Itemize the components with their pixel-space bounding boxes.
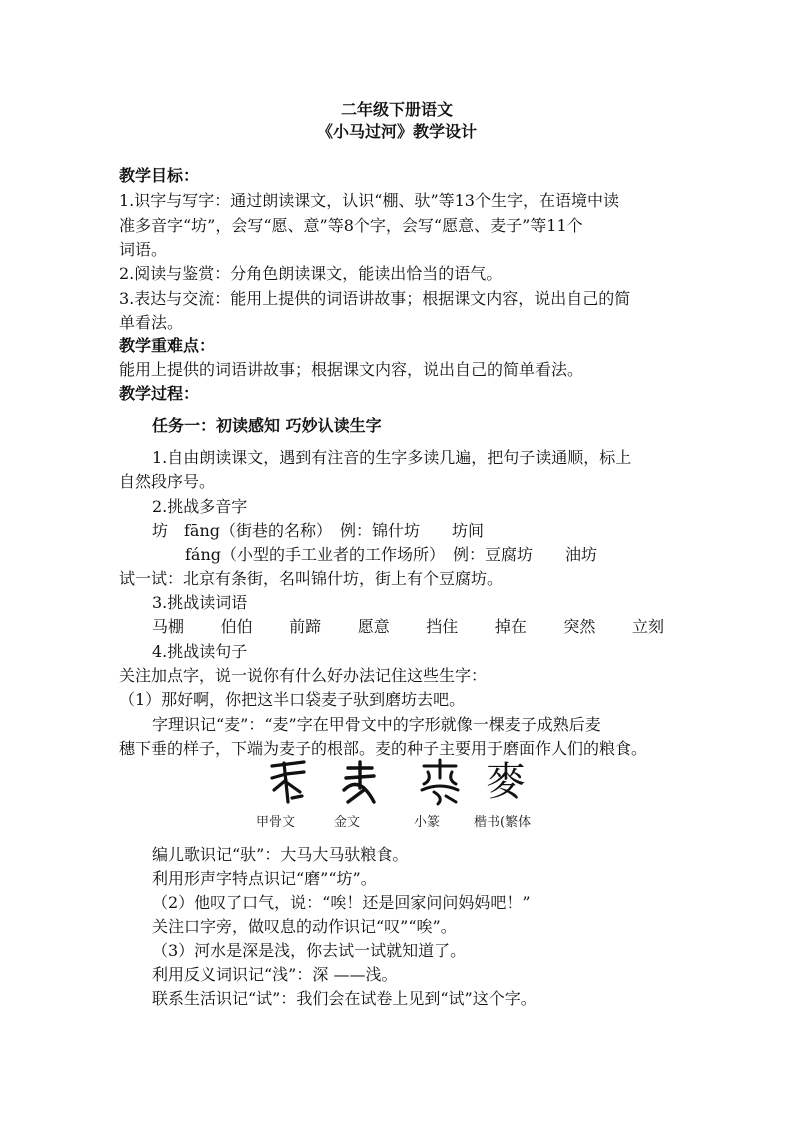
objective-3-line-1: 3.表达与交流：能用上提供的词语讲故事；根据课文内容，说出自己的简	[119, 289, 631, 308]
tuo-mnemonic: 编儿歌识记“驮”：大马大马驮粮食。	[152, 845, 409, 864]
vocabulary-word: 前蹄	[289, 617, 322, 636]
polyphone-fang-2: fáng（小型的手工业者的工作场所） 例：豆腐坊 油坊	[185, 545, 598, 564]
document-subtitle: 《小马过河》教学设计	[316, 122, 477, 141]
objective-1-line-1: 1.识字与写字：通过朗读课文，认识“棚、驮”等13个生字，在语境中读	[119, 191, 619, 210]
vocabulary-word: 愿意	[357, 617, 390, 636]
key-points-text: 能用上提供的词语讲故事；根据课文内容，说出自己的简单看法。	[119, 360, 584, 379]
kou-radical-mnemonic: 关注口字旁，做叹息的动作识记“叹”“唉”。	[152, 917, 457, 936]
mai-glyph-evolution	[264, 758, 554, 808]
polyphone-fang-1: 坊 fāng（街巷的名称） 例：锦什坊 坊间	[152, 521, 485, 540]
task-1-heading: 任务一：初读感知 巧妙认读生字	[152, 416, 382, 435]
sentence-3: （3）河水是深是浅，你去试一试就知道了。	[152, 941, 467, 960]
vocabulary-row	[152, 615, 664, 639]
sentence-2: （2）他叹了口气，说：“唉！还是回家问问妈妈吧！”	[152, 893, 531, 912]
step-1-line-1: 1.自由朗读课文，遇到有注音的生字多读几遍，把句子读通顺，标上	[152, 448, 632, 467]
objective-3-line-2: 单看法。	[119, 313, 184, 332]
vocabulary-word: 伯伯	[220, 617, 253, 636]
vocabulary-word: 突然	[563, 617, 596, 636]
objective-1-line-2: 准多音字“坊”，会写“愿、意”等8个字，会写“愿意、麦子”等11个	[119, 216, 583, 235]
mai-explanation-line-1: 字理识记“麦”：“麦”字在甲骨文中的字形就像一棵麦子成熟后麦	[152, 715, 601, 734]
step-3-heading: 3.挑战读词语	[152, 593, 248, 612]
small-seal-glyph	[416, 758, 464, 806]
shi-mnemonic: 联系生活识记“试”：我们会在试卷上见到“试”这个字。	[152, 989, 537, 1008]
objective-2: 2.阅读与鉴赏：分角色朗读课文，能读出恰当的语气。	[119, 264, 503, 283]
regular-script-glyph: 麥	[486, 759, 526, 805]
mo-fang-mnemonic: 利用形声字特点识记“磨”“坊”。	[152, 869, 377, 888]
document-title: 二年级下册语文	[340, 100, 453, 119]
process-heading: 教学过程：	[119, 384, 200, 403]
step-4-heading: 4.挑战读句子	[152, 642, 248, 661]
step-2-heading: 2.挑战多音字	[152, 497, 248, 516]
focus-instruction: 关注加点字，说一说你有什么好办法记住这些生字：	[119, 666, 488, 685]
key-points-heading: 教学重难点：	[119, 336, 216, 355]
vocabulary-word: 马棚	[152, 617, 185, 636]
objectives-heading: 教学目标：	[119, 166, 200, 185]
qian-mnemonic: 利用反义词识记“浅”：深 ——浅。	[152, 965, 398, 984]
mai-explanation-line-2: 穗下垂的样子，下端为麦子的根部。麦的种子主要用于磨面作人们的粮食。	[119, 739, 648, 758]
vocabulary-word: 立刻	[631, 617, 664, 636]
vocabulary-word: 挡住	[426, 617, 459, 636]
vocabulary-word: 掉在	[494, 617, 527, 636]
step-1-line-2: 自然段序号。	[119, 472, 216, 491]
sentence-1: （1）那好啊，你把这半口袋麦子驮到磨坊去吧。	[119, 690, 466, 709]
try-it-sentence: 试一试：北京有条街，名叫锦什坊，街上有个豆腐坊。	[119, 569, 504, 588]
glyph-label-seal: 小篆	[414, 815, 441, 830]
glyph-label-bronze: 金文	[334, 815, 361, 830]
objective-1-line-3: 词语。	[119, 240, 168, 259]
glyph-label-regular: 楷书(繁体	[474, 815, 532, 830]
oracle-bone-glyph	[264, 758, 312, 806]
bronze-script-glyph	[334, 758, 382, 806]
glyph-label-oracle: 甲骨文	[256, 815, 296, 830]
